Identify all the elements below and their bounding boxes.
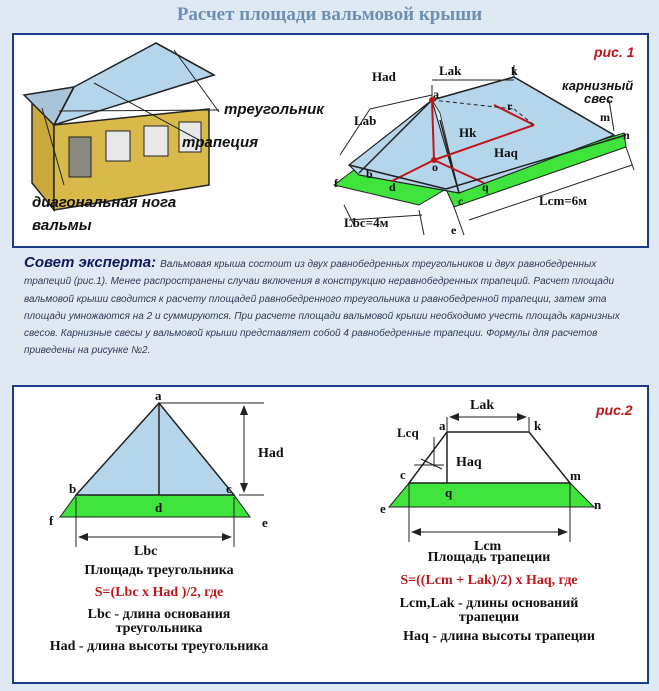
trap-label-lak: Lak [470, 398, 495, 413]
label-eaves-1: карнизный [562, 78, 634, 93]
trap-label-lcq: Lcq [397, 425, 419, 440]
point-a: a [433, 87, 439, 101]
trap-point-a: a [439, 418, 446, 433]
point-d: d [389, 180, 396, 194]
tri-label-had: Had [258, 446, 284, 461]
trapezoid-def-2: Haq - длина высоты трапеции [403, 629, 595, 644]
point-e: e [451, 223, 457, 237]
triangle-formula: S=(Lbc x Had )/2, где [94, 585, 224, 600]
label-hip-rafter-2: вальмы [32, 217, 92, 234]
point-f: f [334, 176, 338, 190]
trapezoid-figure [389, 413, 594, 542]
point-k: k [511, 64, 518, 78]
point-n: n [623, 128, 630, 142]
tri-point-f: f [49, 513, 54, 528]
label-had: Had [372, 69, 396, 84]
trap-point-e: e [380, 501, 386, 516]
label-eaves-2: свес [584, 91, 614, 106]
point-c: c [458, 194, 464, 208]
figure-2-panel [12, 385, 649, 684]
point-b: b [366, 167, 373, 181]
triangle-area-title: Площадь треугольника [84, 563, 234, 578]
page-title: Расчет площади вальмовой крыши [176, 4, 483, 25]
label-haq: Haq [494, 145, 518, 160]
tri-point-d: d [155, 500, 163, 515]
label-lab: Lab [354, 113, 377, 128]
point-q: q [482, 180, 489, 194]
point-r: r [507, 99, 513, 113]
triangle-def-1: Lbc - длина основания треугольника [87, 607, 231, 636]
label-hip-rafter-1: диагональная нога [32, 194, 177, 211]
tri-point-a: a [155, 388, 162, 403]
advice-heading: Совет эксперта: [24, 254, 157, 271]
label-trapezoid: трапеция [182, 134, 259, 151]
label-lcm: Lcm=6м [539, 193, 588, 208]
trap-point-m: m [570, 468, 581, 483]
trap-label-haq: Haq [456, 455, 482, 470]
label-lak: Lak [439, 63, 462, 78]
trap-point-k: k [534, 418, 542, 433]
figure-1-drawing [14, 35, 647, 246]
trapezoid-area-title: Площадь трапеции [427, 550, 551, 565]
trap-point-c: c [400, 467, 406, 482]
house-illustration [24, 43, 214, 210]
triangle-figure [60, 403, 264, 547]
tri-label-lbc: Lbc [134, 544, 158, 559]
triangle-def-2: Had - длина высоты треугольника [49, 639, 269, 654]
advice-text: Вальмовая крыша состоит из двух равнобедренных треугольников и двух равнобедренных трапеций (рис.1). Менее распространены случаи включения в конструкцию неравнобедренных трапеций. Расчет площади вальмовой крыши сводится к расчету площадей равнобедренного треугольника и равнобедренной трапеции, затем эта площади умножаются на 2 и суммируются. При расчете площади вальмовой крыши необходимо учесть площадь карнизных свесов. Карнизные свесы у вальмовой крыши представляет собой 4 равнобедренные трапеции. Формулы для расчетов приведены на рисунке №2. [24, 259, 620, 357]
tri-point-c: c [226, 481, 232, 496]
label-triangle: треугольник [224, 101, 324, 118]
figure-1-panel [12, 33, 649, 248]
label-hk: Hk [459, 125, 477, 140]
figure-1-label: рис. 1 [594, 44, 635, 60]
point-o: o [432, 160, 438, 174]
trapezoid-def-1: Lcm,Lak - длины оснований трапеции [399, 596, 579, 625]
figure-2-label: рис.2 [596, 402, 633, 418]
tri-point-e: e [262, 515, 268, 530]
trap-point-q: q [445, 485, 453, 500]
point-m: m [600, 110, 610, 124]
trap-point-n: n [594, 497, 602, 512]
label-lbc: Lbc=4м [344, 215, 389, 230]
expert-advice [24, 254, 634, 360]
trap-label-lcm: Lcm [474, 539, 502, 554]
trapezoid-formula: S=((Lcm + Lak)/2) x Haq, где [400, 573, 578, 588]
tri-point-b: b [69, 481, 77, 496]
